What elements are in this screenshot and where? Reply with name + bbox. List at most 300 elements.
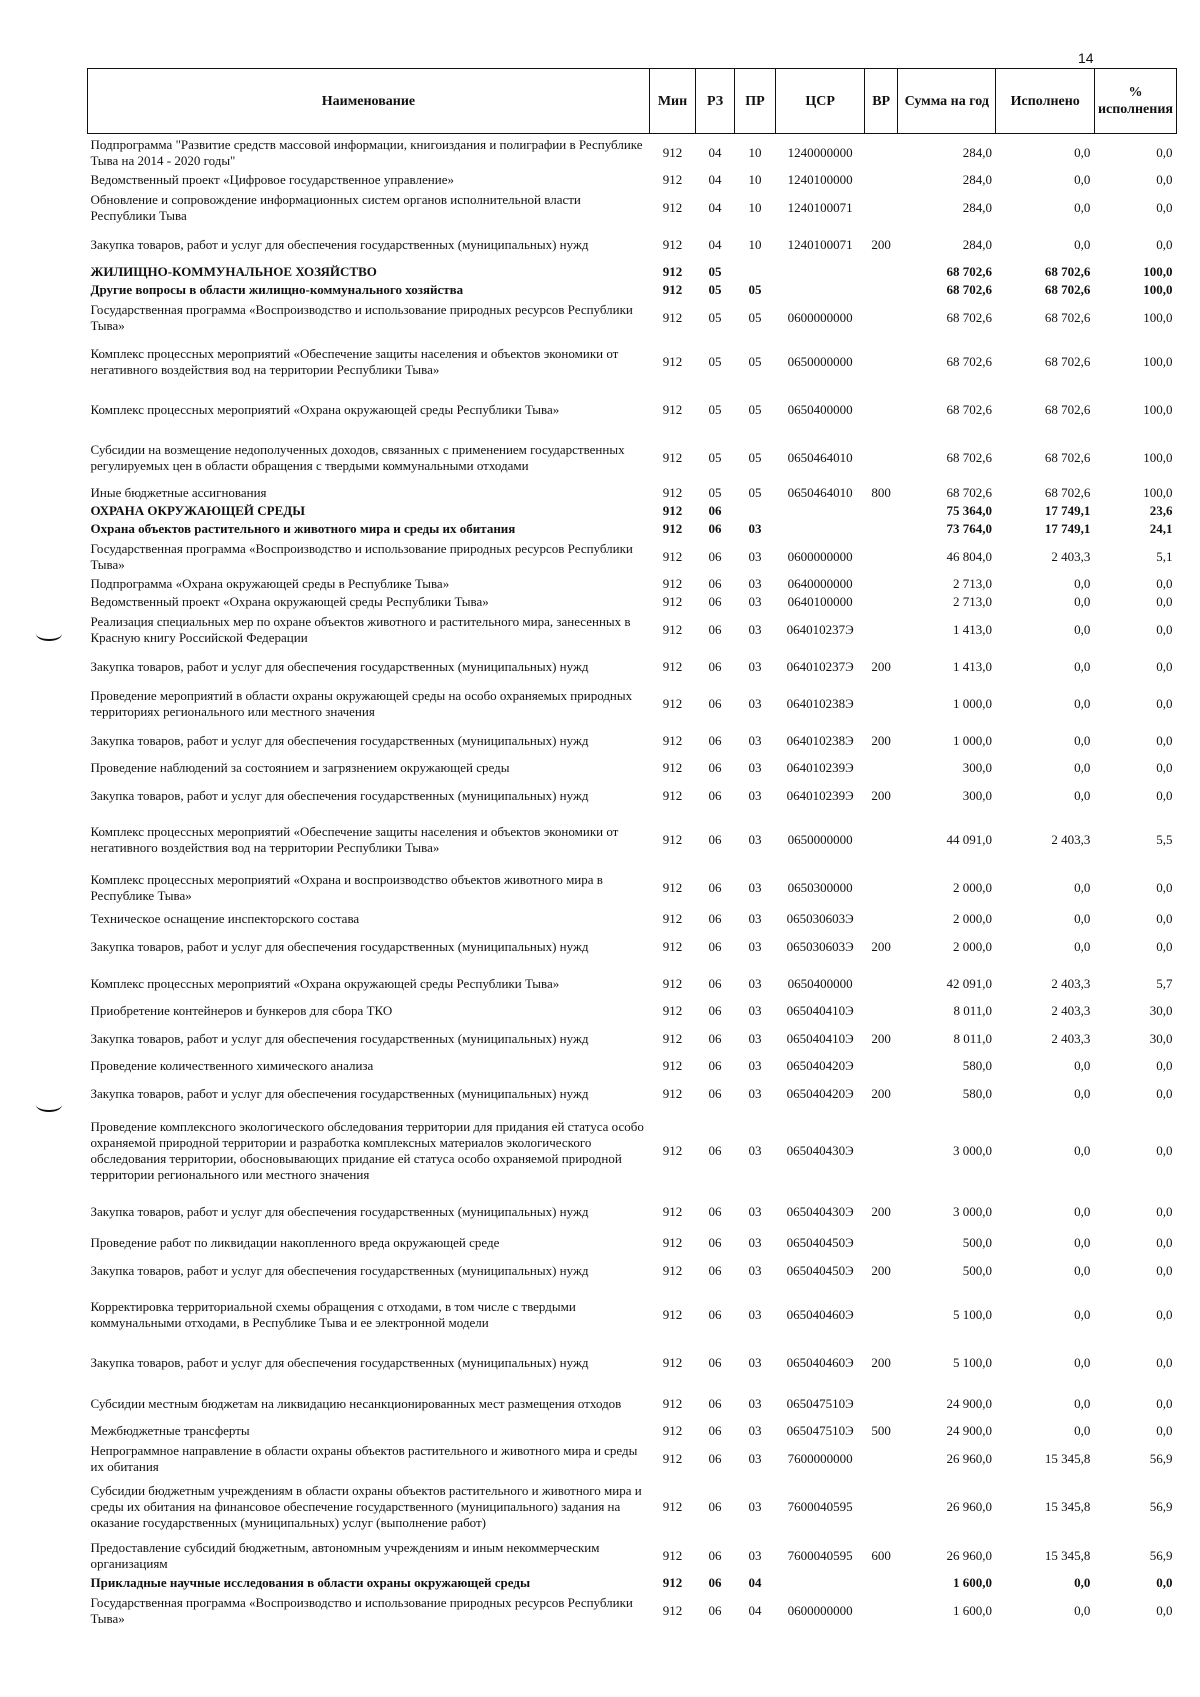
cell-vr	[865, 593, 898, 611]
cell-rz: 06	[708, 938, 722, 954]
cell-pct: 100,0	[1143, 450, 1173, 465]
table-row	[88, 814, 1177, 866]
cell-done: 17 749,1	[1044, 503, 1091, 518]
cell-done: 2 403,3	[1051, 1030, 1091, 1046]
table-row	[88, 1477, 1177, 1537]
cell-min: 912	[662, 1499, 683, 1514]
cell-name: Подпрограмма "Развитие средств массовой информации, книгоиздания и полиграфии в Республике Тыва на 2014 - 2020 годы"	[90, 136, 643, 168]
cell-vr: 200	[871, 1085, 891, 1101]
cell-pct: 0,0	[1156, 1085, 1173, 1101]
cell-min: 912	[662, 309, 683, 325]
cell-min: 912	[662, 576, 683, 591]
cell-done: 68 702,6	[1044, 264, 1091, 279]
cell-pct: 0,0	[1156, 1307, 1173, 1322]
cell-vr	[865, 189, 898, 226]
cell-pr: 04	[748, 1602, 762, 1618]
cell-name: Закупка товаров, работ и услуг для обеспечения государственных (муниципальных) нужд	[90, 236, 589, 252]
cell-pct: 0,0	[1156, 911, 1173, 926]
cell-done: 0,0	[1074, 695, 1091, 711]
cell-csr: 065030603Э	[786, 911, 854, 926]
table-row	[88, 759, 1177, 777]
cell-sum: 1 000,0	[952, 732, 992, 748]
cell-csr: 0640000000	[787, 576, 853, 591]
cell-min: 912	[662, 1085, 683, 1101]
cell-pct: 0,0	[1156, 1602, 1173, 1618]
cell-csr: 065040420Э	[786, 1058, 854, 1073]
cell-name: Корректировка территориальной схемы обращения с отходами, в том числе с твердыми коммунальными отходами, в Республике Тыва и ее электронной модели	[90, 1299, 576, 1330]
cell-sum: 8 011,0	[953, 1030, 992, 1046]
table-row	[88, 722, 1177, 759]
cell-name: Приобретение контейнеров и бункеров для сбора ТКО	[90, 1003, 393, 1018]
cell-done: 0,0	[1074, 236, 1091, 252]
cell-min: 912	[662, 1262, 683, 1278]
cell-csr: 064010237Э	[786, 621, 854, 637]
table-row	[88, 575, 1177, 593]
table-row	[88, 1252, 1177, 1289]
cell-name: Комплекс процессных мероприятий «Обеспечение защиты населения и объектов экономики от негативного воздействия вод на территории Республики Тыва»	[90, 346, 619, 377]
cell-rz: 05	[708, 485, 722, 500]
cell-pr: 03	[748, 594, 762, 609]
cell-pr: 10	[748, 236, 762, 252]
cell-pct: 0,0	[1156, 1395, 1173, 1411]
cell-csr: 1240100071	[787, 236, 853, 252]
cell-rz: 05	[708, 282, 722, 297]
table-row	[88, 593, 1177, 611]
cell-pr	[735, 263, 776, 281]
cell-sum: 26 960,0	[946, 1450, 992, 1466]
cell-csr	[776, 281, 865, 299]
cell-pr: 03	[748, 1450, 762, 1466]
table-row	[88, 1112, 1177, 1190]
cell-pct: 0,0	[1156, 1143, 1173, 1158]
cell-rz: 06	[708, 1307, 722, 1322]
cell-pct: 0,0	[1156, 1423, 1173, 1438]
cell-done: 0,0	[1074, 576, 1091, 591]
cell-pr: 03	[748, 938, 762, 954]
cell-vr	[865, 1440, 898, 1477]
cell-sum: 24 900,0	[946, 1395, 992, 1411]
cell-pct: 0,0	[1156, 880, 1173, 895]
cell-rz: 06	[708, 975, 722, 991]
cell-vr	[865, 1592, 898, 1629]
cell-csr: 064010237Э	[786, 658, 854, 674]
cell-name: Обновление и сопровождение информационных систем органов исполнительной власти Республики Тыва	[90, 191, 581, 223]
cell-vr	[865, 866, 898, 910]
table-row	[88, 388, 1177, 432]
cell-rz: 06	[708, 1499, 722, 1514]
header-min: Мин	[649, 69, 695, 134]
cell-vr	[865, 1057, 898, 1075]
cell-rz: 04	[708, 236, 722, 252]
cell-sum: 26 960,0	[946, 1499, 992, 1514]
cell-pr: 03	[748, 975, 762, 991]
cell-rz: 06	[708, 1547, 722, 1563]
cell-pct: 100,0	[1143, 309, 1173, 325]
cell-min: 912	[662, 1143, 683, 1158]
cell-sum: 5 100,0	[952, 1307, 992, 1322]
table-row	[88, 777, 1177, 814]
cell-sum: 1 000,0	[952, 695, 992, 711]
cell-csr: 065040460Э	[786, 1307, 854, 1322]
cell-sum: 2 713,0	[952, 576, 992, 591]
cell-vr	[865, 611, 898, 648]
cell-rz: 06	[708, 1003, 722, 1018]
cell-pr: 05	[748, 402, 762, 417]
header-csr: ЦСР	[776, 69, 865, 134]
cell-sum: 68 702,6	[946, 450, 992, 465]
cell-name: Субсидии бюджетным учреждениям в области охраны объектов растительного и животного мира и среды их обитания на финансовое обеспечение государственного (муниципального) задания на оказание государственных (муниципальных) услуг (выполнение работ)	[90, 1483, 642, 1530]
cell-pr: 03	[748, 1085, 762, 1101]
cell-pct: 0,0	[1156, 172, 1173, 187]
cell-vr: 200	[871, 1030, 891, 1046]
cell-pr: 03	[748, 621, 762, 637]
cell-sum: 5 100,0	[952, 1355, 992, 1370]
cell-min: 912	[662, 1204, 683, 1219]
cell-done: 0,0	[1074, 1058, 1091, 1073]
cell-min: 912	[662, 832, 683, 847]
cell-pct: 0,0	[1156, 199, 1173, 215]
cell-vr: 200	[871, 938, 891, 954]
cell-min: 912	[662, 521, 683, 536]
cell-done: 68 702,6	[1044, 354, 1091, 369]
cell-pr: 03	[748, 732, 762, 748]
cell-pct: 100,0	[1143, 282, 1173, 297]
cell-min: 912	[662, 402, 683, 417]
cell-vr	[865, 502, 898, 520]
cell-sum: 68 702,6	[946, 309, 992, 325]
cell-sum: 580,0	[962, 1085, 992, 1101]
cell-vr: 200	[871, 787, 891, 803]
cell-done: 15 345,8	[1044, 1499, 1091, 1514]
cell-pr: 03	[748, 548, 762, 564]
cell-csr: 0650000000	[787, 832, 853, 847]
table-row	[88, 1057, 1177, 1075]
table-row	[88, 1574, 1177, 1592]
cell-pct: 0,0	[1156, 144, 1173, 160]
cell-rz: 05	[708, 354, 722, 369]
cell-done: 2 403,3	[1051, 1003, 1091, 1018]
cell-vr	[865, 388, 898, 432]
header-rz: РЗ	[696, 69, 735, 134]
cell-pct: 0,0	[1156, 658, 1173, 674]
cell-csr: 7600000000	[787, 1450, 853, 1466]
cell-done: 0,0	[1074, 732, 1091, 748]
cell-done: 0,0	[1074, 1575, 1091, 1590]
cell-csr: 064010239Э	[786, 787, 854, 803]
cell-pct: 56,9	[1149, 1499, 1173, 1514]
cell-sum: 2 000,0	[952, 938, 992, 954]
cell-rz: 06	[708, 1450, 722, 1466]
cell-csr: 1240000000	[787, 144, 853, 160]
table-row	[88, 1592, 1177, 1629]
cell-csr: 7600040595	[787, 1547, 853, 1563]
cell-pr: 03	[748, 1204, 762, 1219]
cell-csr: 065040450Э	[786, 1262, 854, 1278]
cell-min: 912	[662, 911, 683, 926]
margin-tick-mark	[36, 627, 62, 641]
cell-rz: 04	[708, 172, 722, 187]
cell-min: 912	[662, 658, 683, 674]
cell-min: 912	[662, 1395, 683, 1411]
cell-done: 0,0	[1074, 172, 1091, 187]
cell-pct: 0,0	[1156, 576, 1173, 591]
cell-rz: 06	[708, 1085, 722, 1101]
cell-min: 912	[662, 548, 683, 564]
cell-min: 912	[662, 144, 683, 160]
cell-pr: 03	[748, 832, 762, 847]
cell-rz: 05	[708, 309, 722, 325]
cell-pr: 03	[748, 911, 762, 926]
cell-min: 912	[662, 695, 683, 711]
cell-done: 0,0	[1074, 1235, 1091, 1250]
cell-vr	[865, 432, 898, 484]
cell-sum: 42 091,0	[946, 975, 992, 991]
cell-pct: 30,0	[1149, 1003, 1173, 1018]
cell-pr: 03	[748, 1003, 762, 1018]
cell-csr: 1240100000	[787, 172, 853, 187]
cell-sum: 68 702,6	[946, 354, 992, 369]
cell-sum: 1 600,0	[952, 1602, 992, 1618]
cell-done: 68 702,6	[1044, 402, 1091, 417]
cell-pct: 100,0	[1143, 402, 1173, 417]
cell-vr	[865, 134, 898, 172]
cell-pct: 5,7	[1156, 975, 1173, 991]
table-row	[88, 866, 1177, 910]
cell-pct: 30,0	[1149, 1030, 1173, 1046]
cell-sum: 500,0	[962, 1262, 992, 1278]
cell-pct: 100,0	[1143, 354, 1173, 369]
cell-done: 15 345,8	[1044, 1547, 1091, 1563]
cell-pct: 100,0	[1143, 485, 1173, 500]
cell-vr: 800	[871, 485, 891, 500]
header-pct: % исполнения	[1094, 69, 1176, 134]
cell-name: Закупка товаров, работ и услуг для обеспечения государственных (муниципальных) нужд	[90, 1262, 589, 1278]
cell-name: Субсидии на возмещение недополученных доходов, связанных с применением государственных регулируемых цен в области обращения с твердыми коммунальными отходами	[90, 442, 625, 473]
cell-rz: 06	[708, 503, 722, 518]
cell-name: Закупка товаров, работ и услуг для обеспечения государственных (муниципальных) нужд	[90, 732, 589, 748]
cell-sum: 68 702,6	[946, 282, 992, 297]
table-row	[88, 1422, 1177, 1440]
cell-csr: 065040460Э	[786, 1355, 854, 1370]
cell-vr	[865, 520, 898, 538]
cell-sum: 2 000,0	[952, 880, 992, 895]
cell-done: 0,0	[1074, 1307, 1091, 1322]
cell-sum: 3 000,0	[952, 1204, 992, 1219]
cell-done: 0,0	[1074, 621, 1091, 637]
cell-csr: 0600000000	[787, 548, 853, 564]
cell-vr	[865, 281, 898, 299]
budget-execution-table	[87, 68, 1177, 1629]
cell-sum: 300,0	[962, 760, 992, 775]
cell-name: Государственная программа «Воспроизводство и использование природных ресурсов Республики Тыва»	[90, 1594, 633, 1626]
cell-pct: 5,1	[1156, 548, 1173, 564]
cell-vr: 500	[871, 1423, 891, 1438]
cell-min: 912	[662, 485, 683, 500]
cell-sum: 24 900,0	[946, 1423, 992, 1438]
cell-name: Государственная программа «Воспроизводство и использование природных ресурсов Республики Тыва»	[90, 540, 633, 572]
cell-pr: 05	[748, 354, 762, 369]
header-name: Наименование	[88, 69, 650, 134]
cell-min: 912	[662, 1355, 683, 1370]
table-row	[88, 263, 1177, 281]
cell-pr: 03	[748, 695, 762, 711]
header-pr: ПР	[735, 69, 776, 134]
table-row	[88, 965, 1177, 1002]
cell-csr: 0650400000	[787, 975, 853, 991]
cell-csr	[776, 520, 865, 538]
cell-rz: 06	[708, 1602, 722, 1618]
cell-csr: 064010239Э	[786, 760, 854, 775]
cell-csr: 1240100071	[787, 199, 853, 215]
cell-pr: 05	[748, 450, 762, 465]
cell-done: 0,0	[1074, 1262, 1091, 1278]
cell-min: 912	[662, 594, 683, 609]
cell-pr: 03	[748, 1395, 762, 1411]
cell-min: 912	[662, 1602, 683, 1618]
cell-min: 912	[662, 621, 683, 637]
cell-csr: 0600000000	[787, 1602, 853, 1618]
cell-done: 68 702,6	[1044, 450, 1091, 465]
page-number: 14	[1078, 50, 1094, 66]
cell-rz: 06	[708, 658, 722, 674]
cell-min: 912	[662, 1575, 683, 1590]
cell-rz: 06	[708, 695, 722, 711]
cell-name: Иные бюджетные ассигнования	[90, 485, 267, 500]
cell-done: 2 403,3	[1051, 975, 1091, 991]
cell-vr	[865, 336, 898, 388]
cell-pct: 0,0	[1156, 1204, 1173, 1219]
table-header-row	[88, 69, 1177, 134]
cell-vr	[865, 1002, 898, 1020]
cell-pct: 0,0	[1156, 787, 1173, 803]
cell-name: ЖИЛИЩНО-КОММУНАЛЬНОЕ ХОЗЯЙСТВО	[90, 264, 377, 279]
cell-min: 912	[662, 1235, 683, 1250]
cell-rz: 06	[708, 911, 722, 926]
cell-done: 0,0	[1074, 911, 1091, 926]
cell-csr: 065040430Э	[786, 1204, 854, 1219]
cell-csr: 065040450Э	[786, 1235, 854, 1250]
cell-name: Ведомственный проект «Цифровое государственное управление»	[90, 172, 454, 187]
cell-done: 15 345,8	[1044, 1450, 1091, 1466]
cell-vr: 200	[871, 1204, 891, 1219]
cell-vr: 600	[871, 1547, 891, 1563]
cell-min: 912	[662, 1307, 683, 1322]
cell-sum: 284,0	[962, 144, 992, 160]
cell-name: Закупка товаров, работ и услуг для обеспечения государственных (муниципальных) нужд	[90, 1355, 589, 1370]
cell-pct: 0,0	[1156, 1262, 1173, 1278]
cell-csr: 065040420Э	[786, 1085, 854, 1101]
cell-pct: 100,0	[1143, 264, 1173, 279]
cell-min: 912	[662, 236, 683, 252]
cell-vr	[865, 1477, 898, 1537]
cell-name: Проведение комплексного экологического обследования территории для придания ей статуса особо охраняемой природной территории и разработка комплексных материалов экологического обследования территории, обосновывающих придание ей статуса особо охраняемой природной территории регионального или местного значения	[90, 1119, 644, 1182]
cell-done: 68 702,6	[1044, 282, 1091, 297]
cell-sum: 68 702,6	[946, 264, 992, 279]
cell-name: Охрана объектов растительного и животного мира и среды их обитания	[90, 521, 516, 536]
cell-rz: 06	[708, 521, 722, 536]
cell-name: Комплекс процессных мероприятий «Охрана и воспроизводство объектов животного мира в Республике Тыва»	[90, 872, 603, 903]
table-row	[88, 685, 1177, 722]
cell-min: 912	[662, 938, 683, 954]
cell-sum: 68 702,6	[946, 402, 992, 417]
cell-done: 68 702,6	[1044, 309, 1091, 325]
cell-name: Закупка товаров, работ и услуг для обеспечения государственных (муниципальных) нужд	[90, 1030, 589, 1046]
cell-csr: 0650400000	[787, 402, 853, 417]
cell-pr: 03	[748, 1499, 762, 1514]
cell-name: Комплекс процессных мероприятий «Охрана окружающей среды Республики Тыва»	[90, 402, 560, 417]
cell-sum: 300,0	[962, 787, 992, 803]
cell-rz: 05	[708, 450, 722, 465]
cell-name: Проведение работ по ликвидации накопленного вреда окружающей среде	[90, 1235, 500, 1250]
cell-pct: 0,0	[1156, 1235, 1173, 1250]
cell-done: 0,0	[1074, 1355, 1091, 1370]
cell-rz: 05	[708, 402, 722, 417]
cell-pct: 0,0	[1156, 760, 1173, 775]
table-row	[88, 1190, 1177, 1234]
cell-vr	[865, 263, 898, 281]
cell-name: Закупка товаров, работ и услуг для обеспечения государственных (муниципальных) нужд	[90, 1204, 589, 1219]
table-row	[88, 648, 1177, 685]
cell-min: 912	[662, 1003, 683, 1018]
cell-vr	[865, 1234, 898, 1252]
table-row	[88, 171, 1177, 189]
cell-min: 912	[662, 1058, 683, 1073]
cell-pct: 0,0	[1156, 695, 1173, 711]
cell-min: 912	[662, 1030, 683, 1046]
table-row	[88, 1020, 1177, 1057]
cell-vr	[865, 1385, 898, 1422]
cell-rz: 06	[708, 548, 722, 564]
cell-name: Закупка товаров, работ и услуг для обеспечения государственных (муниципальных) нужд	[90, 787, 589, 803]
cell-sum: 3 000,0	[952, 1143, 992, 1158]
table-row	[88, 226, 1177, 263]
cell-rz: 06	[708, 1143, 722, 1158]
cell-sum: 500,0	[962, 1235, 992, 1250]
table-row	[88, 538, 1177, 575]
cell-csr: 065047510Э	[786, 1423, 854, 1438]
cell-min: 912	[662, 172, 683, 187]
cell-done: 0,0	[1074, 144, 1091, 160]
cell-pr: 03	[748, 1262, 762, 1278]
cell-min: 912	[662, 975, 683, 991]
cell-done: 0,0	[1074, 1395, 1091, 1411]
cell-pct: 0,0	[1156, 1575, 1173, 1590]
cell-vr: 200	[871, 732, 891, 748]
cell-csr	[776, 502, 865, 520]
table-row	[88, 281, 1177, 299]
cell-done: 0,0	[1074, 1423, 1091, 1438]
cell-done: 2 403,3	[1051, 548, 1091, 564]
margin-tick-mark	[36, 1098, 62, 1112]
cell-csr: 065030603Э	[786, 938, 854, 954]
cell-sum: 284,0	[962, 199, 992, 215]
cell-min: 912	[662, 1547, 683, 1563]
cell-rz: 06	[708, 760, 722, 775]
cell-csr	[776, 1574, 865, 1592]
cell-rz: 06	[708, 832, 722, 847]
table-row	[88, 1341, 1177, 1385]
cell-csr: 064010238Э	[786, 732, 854, 748]
cell-done: 0,0	[1074, 1085, 1091, 1101]
cell-min: 912	[662, 264, 683, 279]
cell-name: Закупка товаров, работ и услуг для обеспечения государственных (муниципальных) нужд	[90, 938, 589, 954]
cell-min: 912	[662, 199, 683, 215]
table-row	[88, 1075, 1177, 1112]
cell-done: 0,0	[1074, 787, 1091, 803]
cell-rz: 06	[708, 1575, 722, 1590]
table-row	[88, 502, 1177, 520]
cell-min: 912	[662, 282, 683, 297]
